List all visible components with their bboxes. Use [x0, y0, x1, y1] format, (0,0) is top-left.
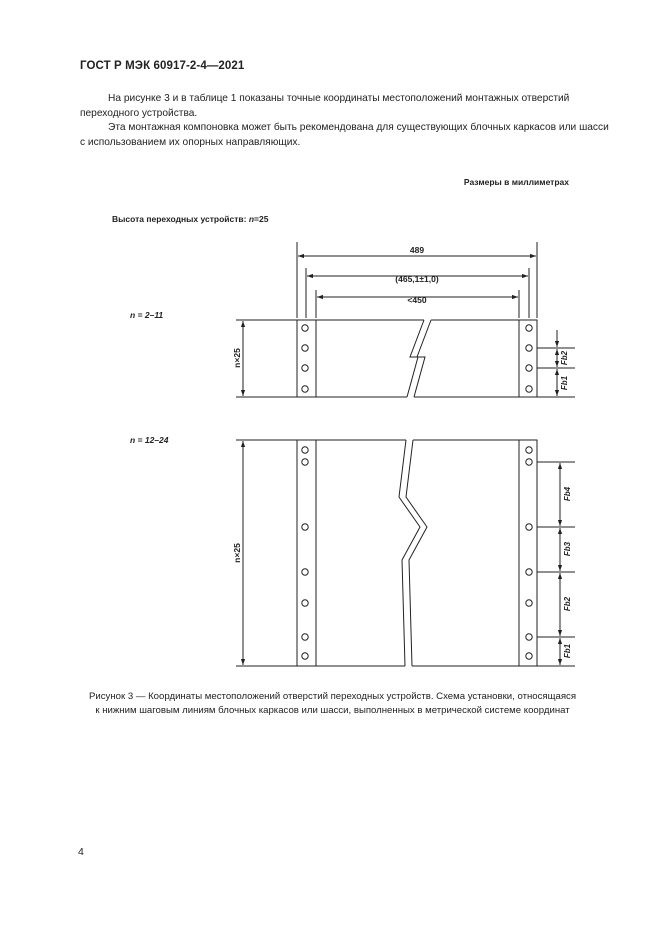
dim-inner-label: <450: [407, 295, 427, 305]
figure-caption: [60, 690, 605, 717]
height-dim-label-1: n×25: [232, 348, 242, 368]
height-label-value: =25: [254, 214, 269, 224]
paragraph-2: Эта монтажная компоновка может быть рекомендована для существующих блочных каркасов или шасси с использованием их опорных направляющих.: [80, 122, 609, 148]
f-label-fb3: Fb3: [563, 541, 572, 557]
panel-large: [297, 440, 537, 666]
page-number: 4: [78, 846, 84, 858]
units-note: Размеры в миллиметрах: [463, 177, 569, 187]
height-label-n: n: [248, 214, 255, 224]
height-dim-label-2: n×25: [232, 543, 242, 563]
caption-line-2: к нижним шаговым линиям блочных каркасов или шасси, выполненных в метрической системе координат: [95, 704, 570, 716]
dim-total-label: 489: [409, 245, 425, 255]
f-label-fb2: Fb2: [563, 596, 572, 612]
caption-line-1: Рисунок 3 — Координаты местоположений отверстий переходных устройств. Схема установки, относящаяся: [88, 691, 577, 702]
f-label-fb2-top: Fb2: [560, 350, 569, 366]
panel-small: [297, 320, 537, 397]
height-label-prefix: Высота переходных устройств:: [112, 214, 249, 224]
f-label-fb1-top: Fb1: [560, 375, 569, 391]
paragraph-1: На рисунке 3 и в таблице 1 показаны точные координаты местоположений монтажных отверстий переходного устройства.: [80, 93, 570, 119]
group-2-label: n = 12–24: [130, 435, 169, 445]
group-1-label: n = 2–11: [130, 310, 164, 320]
document-header: ГОСТ Р МЭК 60917-2-4—2021: [80, 60, 245, 72]
f-label-fb1: Fb1: [563, 643, 572, 659]
dim-center-label: (465,1±1,0): [395, 274, 439, 284]
f-label-fb4: Fb4: [563, 486, 572, 502]
